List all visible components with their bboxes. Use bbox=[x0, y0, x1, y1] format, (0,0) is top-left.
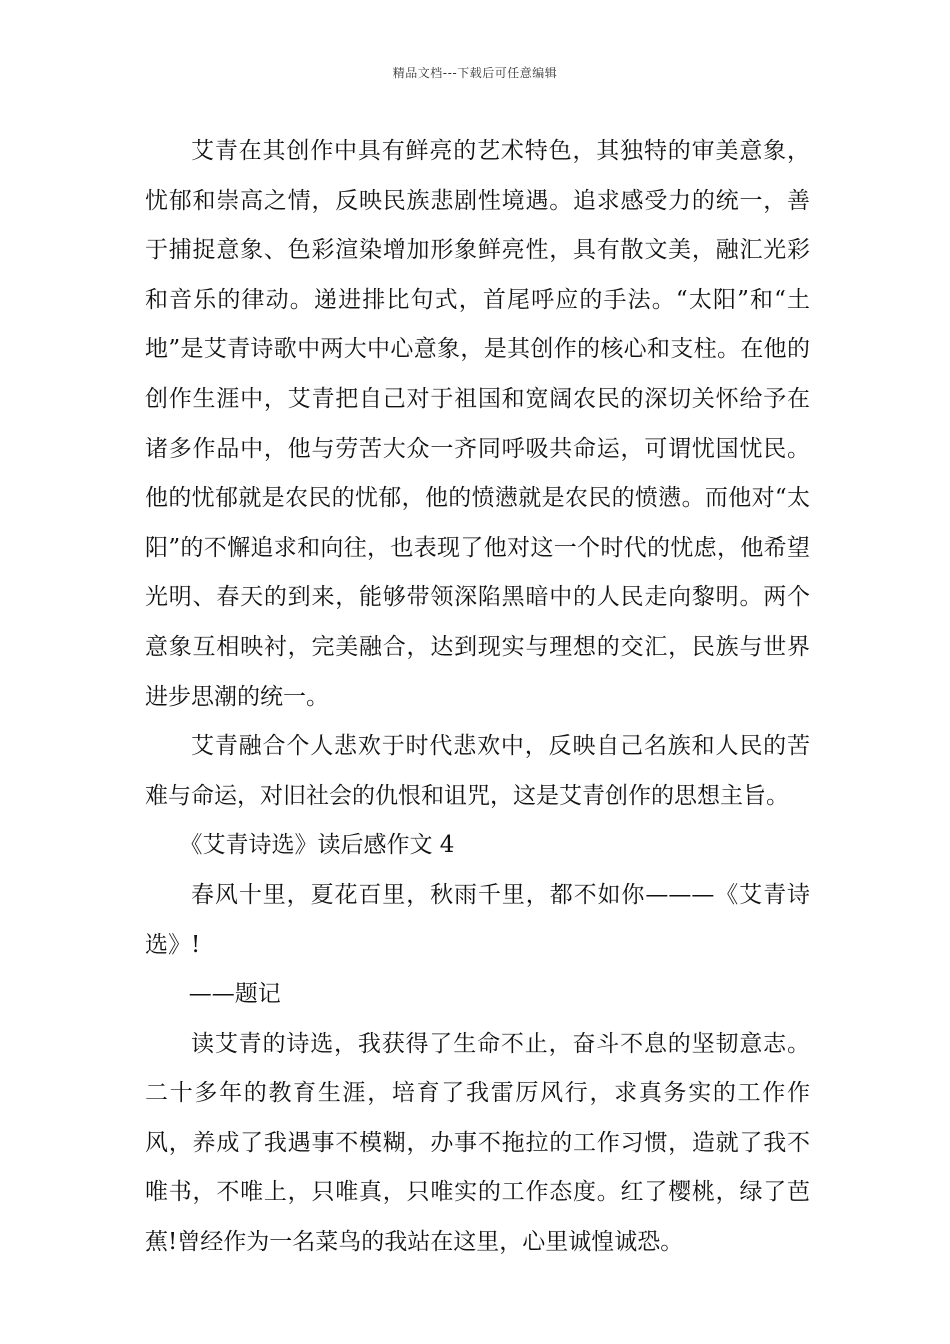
document-body bbox=[145, 127, 810, 1268]
paragraph-3: 春风十里，夏花百里，秋雨千里，都不如你———《艾青诗选》! bbox=[145, 881, 810, 958]
page-header: 精品文档---下载后可任意编辑 bbox=[392, 66, 558, 80]
epigraph: ——题记 bbox=[188, 981, 281, 1008]
paragraph-4: 读艾青的诗选，我获得了生命不止，奋斗不息的坚韧意志。二十多年的教育生涯，培育了我雷厉风行，求真务实的工作作风，养成了我遇事不模糊，办事不拖拉的工作习惯，造就了我不唯书，不唯上，只唯真，只唯实的工作态度。红了樱桃，绿了芭蕉!曾经作为一名菜鸟的我站在这里，心里诚惶诚恐。 bbox=[145, 1030, 810, 1256]
paragraph-2: 艾青融合个人悲欢于时代悲欢中，反映自己名族和人民的苦难与命运，对旧社会的仇恨和诅咒，这是艾青创作的思想主旨。 bbox=[145, 733, 810, 809]
section-title: 《艾青诗选》读后感作文 4 bbox=[179, 832, 455, 859]
paragraph-1: 艾青在其创作中具有鲜亮的艺术特色，其独特的审美意象，忧郁和崇高之情，反映民族悲剧性境遇。追求感受力的统一，善于捕捉意象、色彩渲染增加形象鲜亮性，具有散文美，融汇光彩和音乐的律动。递进排比句式，首尾呼应的手法。“太阳”和“土地”是艾青诗歌中两大中心意象，是其创作的核心和支柱。在他的创作生涯中，艾青把自己对于祖国和宽阔农民的深切关怀给予在诸多作品中，他与劳苦大众一齐同呼吸共命运，可谓忧国忧民。他的忧郁就是农民的忧郁，他的愤懑就是农民的愤懑。而他对“太阳”的不懈追求和向往，也表现了他对这一个时代的忧虑，他希望光明、春天的到来，能够带领深陷黑暗中的人民走向黎明。两个意象互相映衬，完美融合，达到现实与理想的交汇，民族与世界进步思潮的统一。 bbox=[145, 138, 810, 710]
